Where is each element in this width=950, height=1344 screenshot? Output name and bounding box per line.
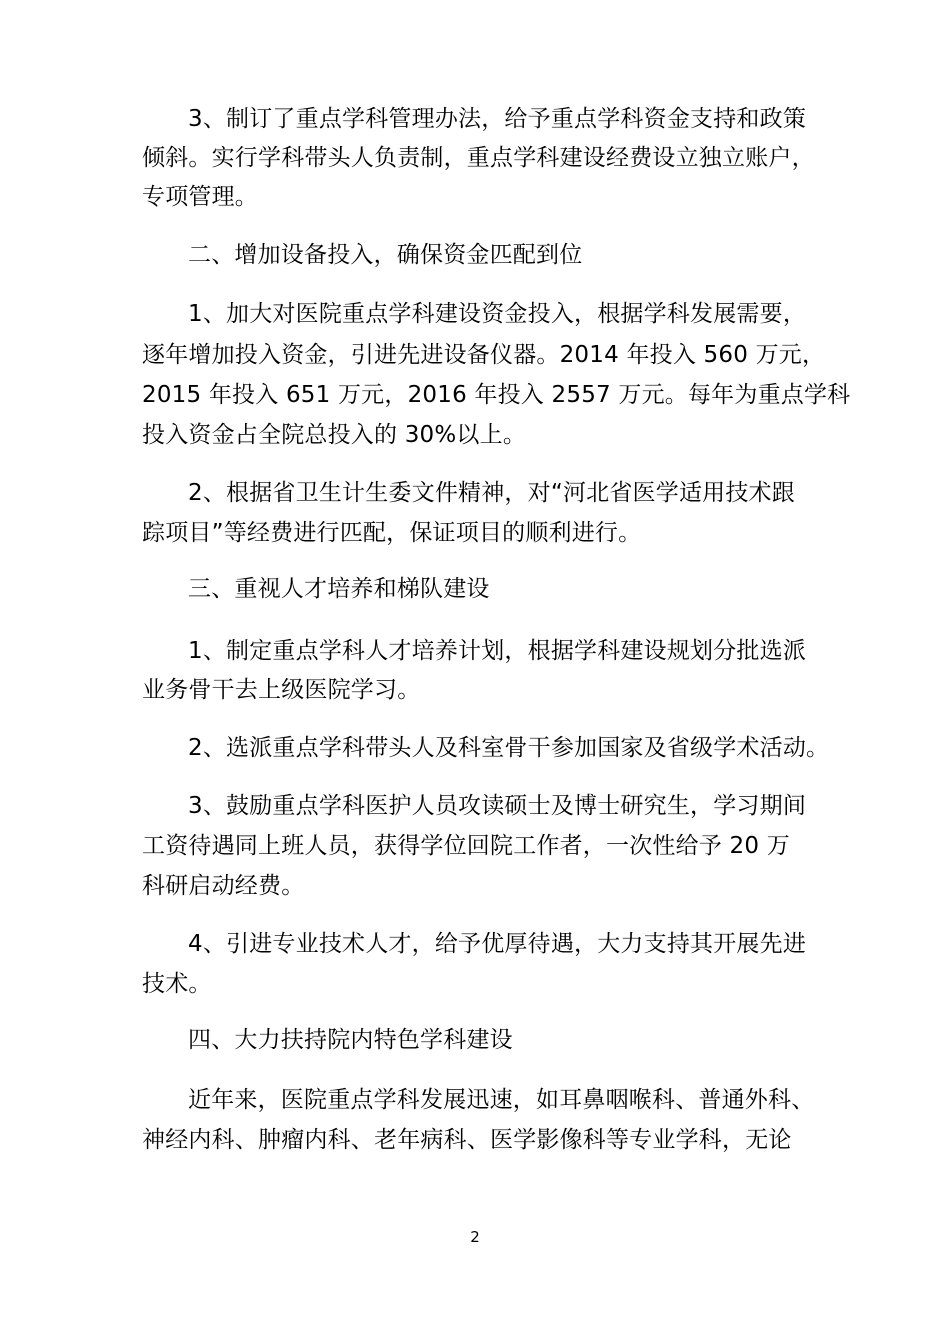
text-line: 3、鼓励重点学科医护人员攻读硕士及博士研究生，学习期间 [188,793,807,819]
text-line: 3、制订了重点学科管理办法，给予重点学科资金支持和政策 [188,106,807,132]
section-heading: 三、重视人才培养和梯队建设 [188,576,490,602]
text-line: 1、制定重点学科人才培养计划，根据学科建设规划分批选派 [188,638,807,664]
text-line: 2、选派重点学科带头人及科室骨干参加国家及省级学术活动。 [188,735,830,761]
text-line: 4、引进专业技术人才，给予优厚待遇，大力支持其开展先进 [188,931,807,957]
text-line: 神经内科、肿瘤内科、老年病科、医学影像科等专业学科，无论 [142,1127,792,1153]
text-line: 2、根据省卫生计生委文件精神，对“河北省医学适用技术跟 [188,480,795,506]
text-line: 科研启动经费。 [142,873,305,899]
section-heading: 二、增加设备投入，确保资金匹配到位 [188,242,583,268]
text-line: 逐年增加投入资金，引进先进设备仪器。2014 年投入 560 万元， [142,342,826,368]
text-line: 投入资金占全院总投入的 30%以上。 [142,422,527,448]
section-heading: 四、大力扶持院内特色学科建设 [188,1027,513,1053]
text-line: 踪项目”等经费进行匹配，保证项目的顺利进行。 [142,520,642,546]
page-number: 2 [470,1228,480,1246]
text-line: 技术。 [142,971,212,997]
text-line: 近年来，医院重点学科发展迅速，如耳鼻咽喉科、普通外科、 [188,1087,815,1113]
text-line: 1、加大对医院重点学科建设资金投入，根据学科发展需要， [188,301,807,327]
text-line: 2015 年投入 651 万元，2016 年投入 2557 万元。每年为重点学科 [142,382,851,408]
text-line: 业务骨干去上级医院学习。 [142,677,421,703]
text-line: 工资待遇同上班人员，获得学位回院工作者，一次性给予 20 万 [142,833,790,859]
text-line: 专项管理。 [142,184,258,210]
text-line: 倾斜。实行学科带头人负责制，重点学科建设经费设立独立账户， [142,145,815,171]
